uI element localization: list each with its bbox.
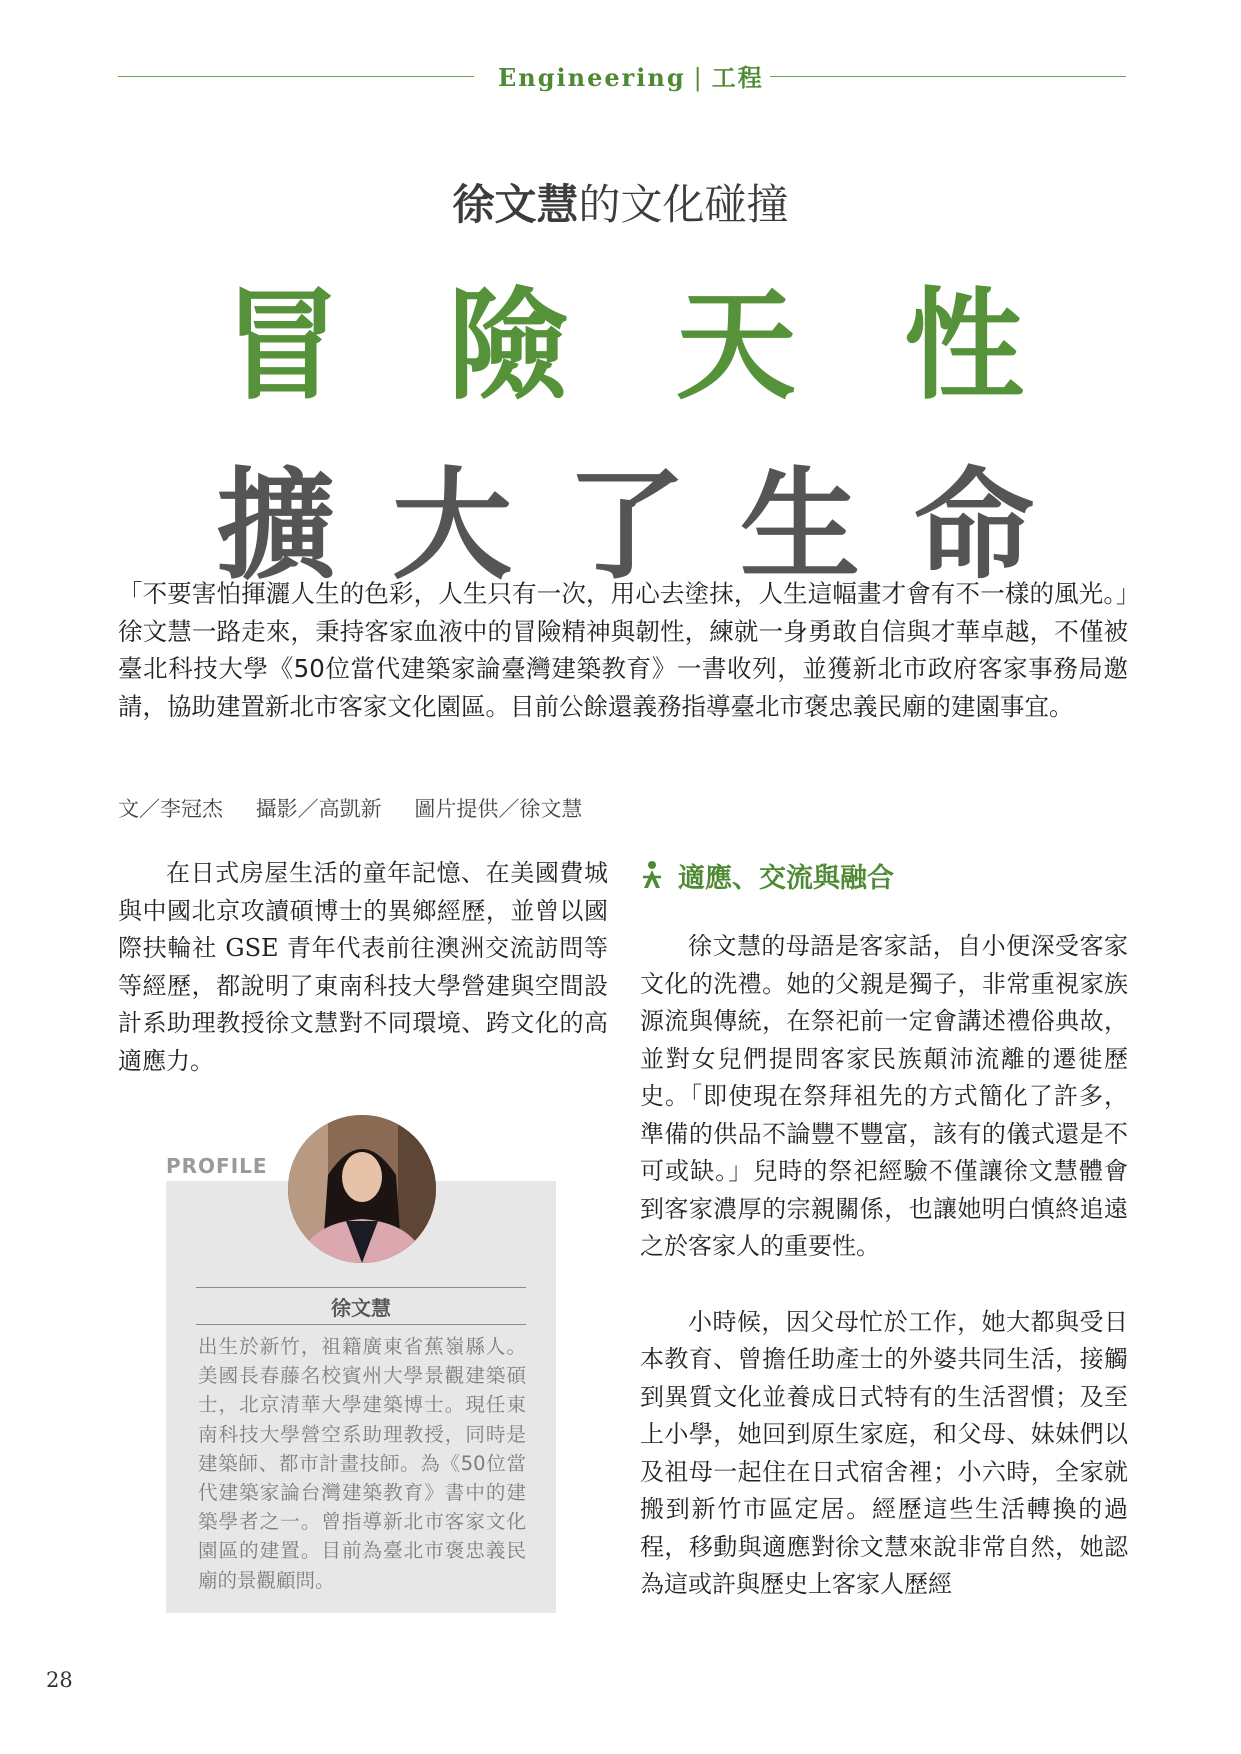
title-char: 生 xyxy=(740,457,860,596)
subtitle-name: 徐文慧 xyxy=(452,180,579,229)
page-number: 28 xyxy=(46,1668,73,1692)
avatar xyxy=(288,1115,436,1263)
profile-divider xyxy=(196,1287,526,1288)
title-char: 大 xyxy=(392,457,512,596)
body-column-left xyxy=(118,855,608,1080)
section-label-zh: 工程 xyxy=(711,63,764,92)
credit-photographer: 攝影／高凱新 xyxy=(255,797,382,821)
title-char: 險 xyxy=(448,277,568,416)
body-paragraph: 小時候，因父母忙於工作，她大都與受日本教育、曾擔任助產士的外婆共同生活，接觸到異質文化並養成日式特有的生活習慣；及至上小學，她回到原生家庭，和父母、妹妹們以及祖母一起住在日式宿舍裡；小六時，全家就搬到新竹市區定居。經歷這些生活轉換的過程，移動與適應對徐文慧來說非常自然，她認為這或許與歷史上客家人歷經 xyxy=(640,1307,1128,1598)
lead-paragraph: 「不要害怕揮灑人生的色彩，人生只有一次，用心去塗抹，人生這幅畫才會有不一樣的風光。」徐文慧一路走來，秉持客家血液中的冒險精神與韌性，練就一身勇敢自信與才華卓越，不僅被臺北科技大學《50位當代建築家論臺灣建築教育》一書收列，並獲新北市政府客家事務局邀請，協助建置新北市客家文化園區。目前公餘還義務指導臺北市褒忠義民廟的建園事宜。 xyxy=(118,579,1128,721)
title-char: 命 xyxy=(914,457,1034,596)
hakka-figure-icon xyxy=(640,860,664,890)
profile-divider xyxy=(196,1324,526,1325)
subtitle-rest: 的文化碰撞 xyxy=(578,180,789,229)
profile-bio: 出生於新竹，祖籍廣東省蕉嶺縣人。美國長春藤名校賓州大學景觀建築碩士，北京清華大學建築博士。現任東南科技大學營空系助理教授，同時是建築師、都市計畫技師。為《50位當代建築家論台灣建築教育》書中的建築學者之一。曾指導新北市客家文化園區的建置。目前為臺北市褒忠義民廟的景觀顧問。 xyxy=(198,1335,526,1592)
title-char: 冒 xyxy=(222,277,342,416)
title-char: 性 xyxy=(904,277,1024,416)
title-char: 擴 xyxy=(216,457,336,596)
article-title-line1 xyxy=(0,250,1241,416)
profile-name: 徐文慧 xyxy=(331,1296,391,1320)
article-title-line2 xyxy=(0,430,1241,596)
article-credits xyxy=(118,793,608,823)
credit-images: 圖片提供／徐文慧 xyxy=(414,797,583,821)
header-rule-right xyxy=(770,76,1126,77)
portrait-photo xyxy=(288,1115,436,1263)
header-rule-left xyxy=(118,76,474,77)
section-header xyxy=(118,58,1126,94)
body-paragraph: 在日式房屋生活的童年記憶、在美國費城與中國北京攻讀碩博士的異鄉經歷，並曾以國際扶輪社 GSE 青年代表前往澳洲交流訪問等等經歷，都說明了東南科技大學營建與空間設計系助理教授徐文慧對不同環境、跨文化的高適應力。 xyxy=(118,859,608,1075)
section-label-separator: | xyxy=(693,64,704,92)
profile-label: PROFILE xyxy=(166,1154,268,1178)
credit-writer: 文／李冠杰 xyxy=(118,797,223,821)
section-heading xyxy=(640,855,894,895)
article-subtitle xyxy=(0,172,1241,232)
title-char: 了 xyxy=(566,457,686,596)
body-paragraph: 徐文慧的母語是客家話，自小便深受客家文化的洗禮。她的父親是獨子，非常重視家族源流與傳統，在祭祀前一定會講述禮俗典故，並對女兒們提問客家民族顛沛流離的遷徙歷史。「即使現在祭拜祖先的方式簡化了許多，準備的供品不論豐不豐富，該有的儀式還是不可或缺。」兒時的祭祀經驗不僅讓徐文慧體會到客家濃厚的宗親關係，也讓她明白慎終追遠之於客家人的重要性。 xyxy=(640,932,1128,1260)
body-column-right xyxy=(640,928,1128,1642)
title-char: 天 xyxy=(676,277,796,416)
section-heading-text: 適應、交流與融合 xyxy=(678,862,894,894)
section-label-en: Engineering xyxy=(498,63,686,92)
section-label xyxy=(498,58,764,93)
